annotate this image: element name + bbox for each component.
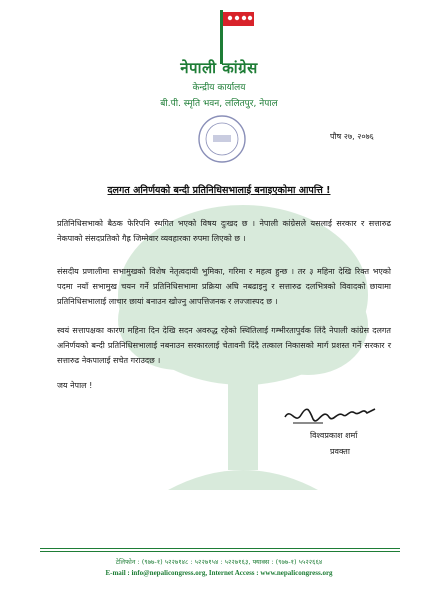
footer-contact: E-mail : info@nepalicongress.org, Internet Access : www.nepalicongress.org <box>105 569 333 577</box>
footer-divider <box>40 551 400 552</box>
office-stamp <box>196 113 248 165</box>
party-name: नेपाली कांग्रेस <box>180 59 258 77</box>
signatory-name: विश्वप्रकाश शर्मा <box>310 431 358 440</box>
office-name: केन्द्रीय कार्यालय <box>192 83 246 93</box>
letter-date: पौष २७, २०७६ <box>330 132 374 141</box>
body-paragraph: स्वयं सत्तापक्षका कारण महिना दिन देखि सदन अवरुद्ध रहेको स्थितिलाई गम्भीरतापुर्वक लिंदै नेपाली कांग्रेस दलगत अनिर्णयको बन्दी प्रतिनिधिसभालाई नबनाउन सरकारलाई चेतावनी दिंदै तत्काल निकासको मार्ग प्रशस्त गर्ने सरकार र सत्तारुढ नेकपालाई सचेत गराउदछ । <box>57 326 391 365</box>
footer-phones: टेलिफोन : (९७७-१) ५२२७१४८ : ५२२७१५४ : ५२२७१६३, फ्याक्स : (९७७-१) ५५२२६६४ <box>115 558 323 566</box>
body-paragraph: प्रतिनिधिसभाको बैठक फेरिपनि स्थगित भएको विषय दुःखद छ । नेपाली कांग्रेसले यसलाई सरकार र सत्तारुढ नेकपाको संसदप्रतिको गैह्र जिम्मेवार व्यवहारका रुपमा लिएको छ । <box>57 219 391 243</box>
letter-subject: दलगत अनिर्णयको बन्दी प्रतिनिधिसभालाई बनाइएकोमा आपत्ति ! <box>107 185 331 196</box>
office-address: बी.पी. स्मृति भवन, ललितपुर, नेपाल <box>160 99 278 109</box>
body-paragraph: संसदीय प्रणालीमा सभामुखको विशेष नेतृत्वदायी भुमिका, गरिमा र महत्व हुन्छ । तर ३ महिना देखि रिक्त भएको पदमा नयाँ सभामुख चयन गर्ने प्रतिनिधिसभामा प्रक्रिया अघि नबढाइनु र सत्तारुढ दलभित्रको विवादको छायामा प्रतिनिधिसभालाई लाचार छायां बनाउन खोज्नु आपत्तिजनक र लज्जास्पद छ । <box>57 267 391 306</box>
flag-logo <box>204 6 260 66</box>
handwritten-signature <box>283 403 379 431</box>
closing-salutation: जय नेपाल ! <box>57 381 93 390</box>
footer-divider <box>40 548 400 549</box>
signatory-title: प्रवक्ता <box>330 447 350 456</box>
